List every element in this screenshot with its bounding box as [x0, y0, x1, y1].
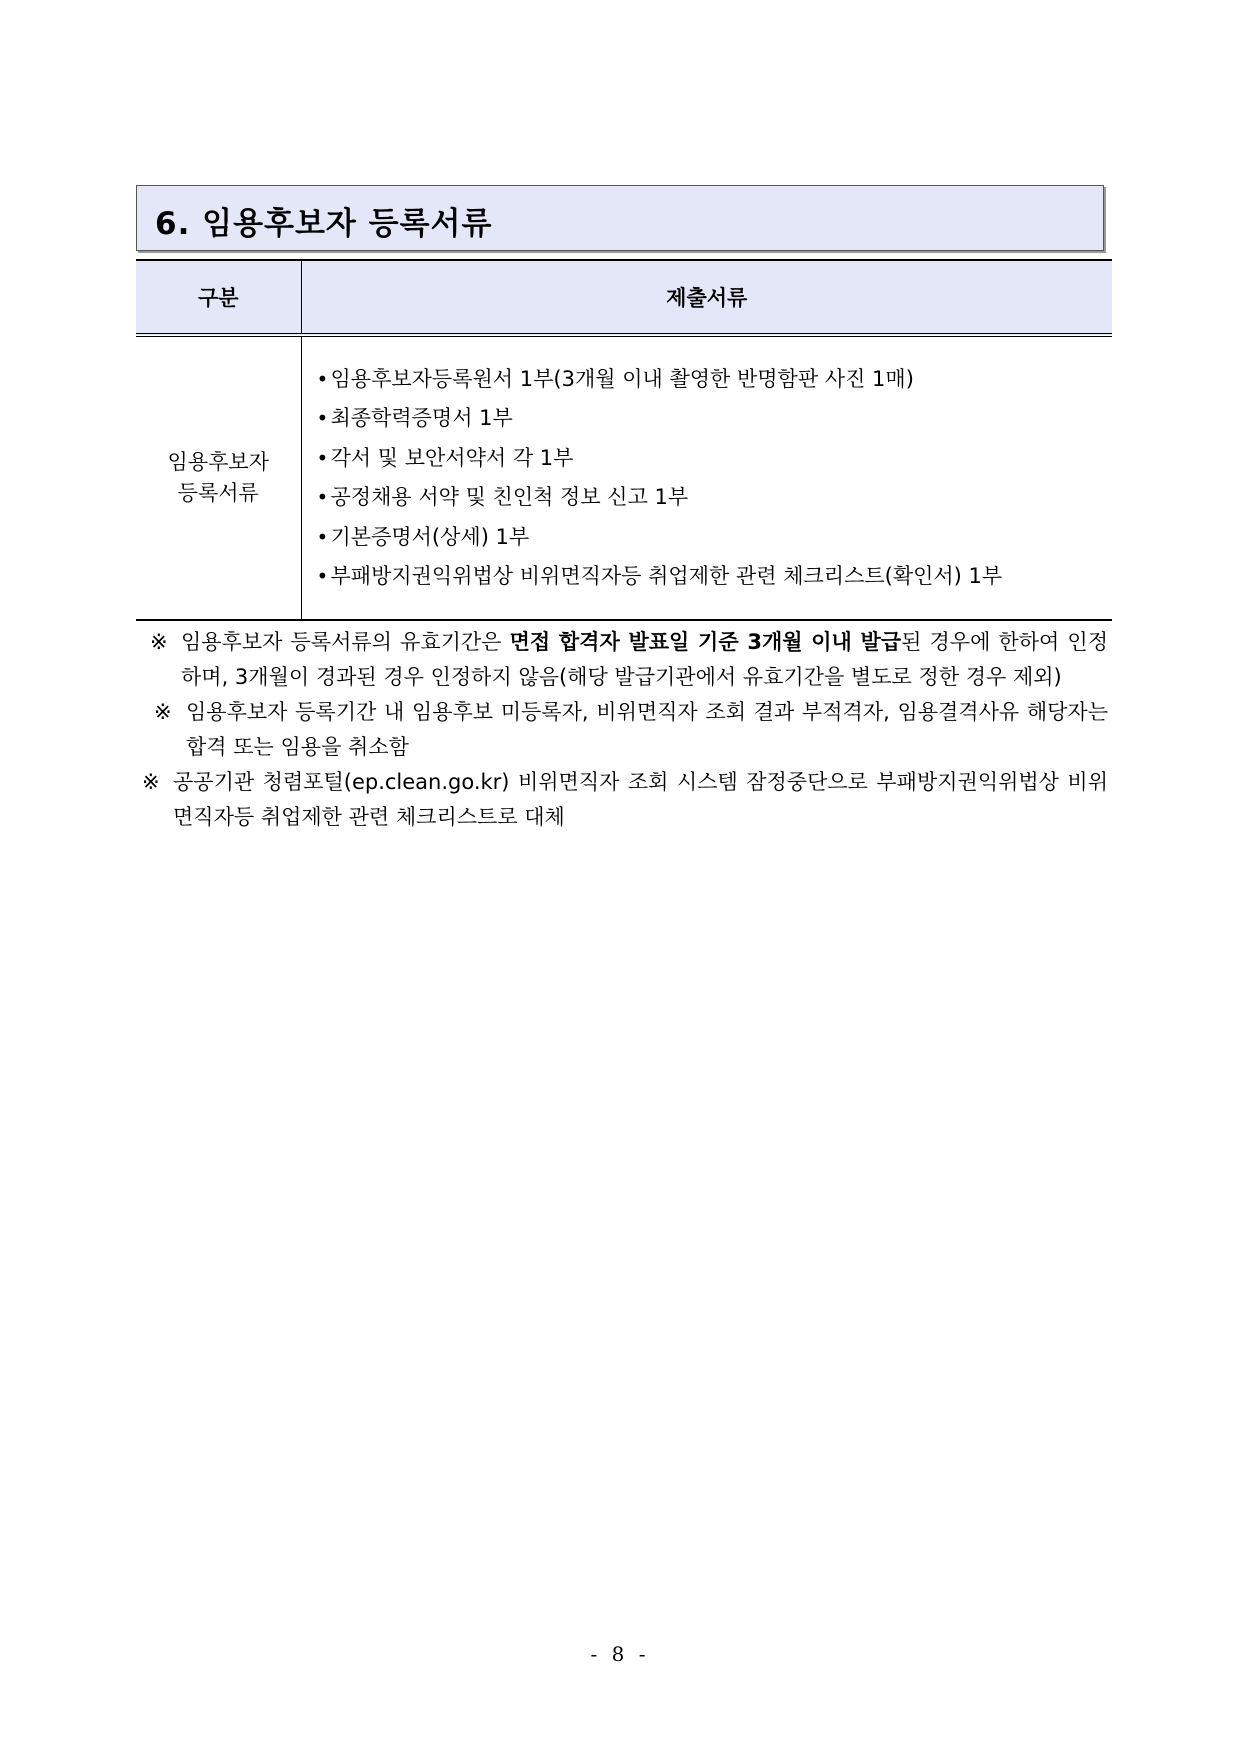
documents-table — [136, 259, 1112, 621]
note-checklist — [136, 765, 1108, 835]
bullet-icon: • — [316, 485, 329, 509]
page-number: - 8 - — [590, 1642, 650, 1666]
list-item — [317, 399, 1113, 439]
note-emphasis: 면접 합격자 발표일 기준 3개월 이내 발급 — [509, 630, 902, 654]
list-item-text: 기본증명서(상세) 1부 — [330, 524, 530, 549]
document-list — [302, 360, 1113, 597]
header-documents: 제출서류 — [301, 260, 1112, 335]
note-validity — [136, 625, 1108, 695]
bullet-icon: • — [316, 564, 329, 588]
note-text: 공공기관 청렴포털(ep.clean.go.kr) 비위면직자 조회 시스템 잠정중단으로 부패방지권익위법상 비위면직자등 취업제한 관련 체크리스트로 대체 — [173, 770, 1108, 829]
note-text: 임용후보자 등록기간 내 임용후보 미등록자, 비위면직자 조회 결과 부적격자, 임용결격사유 해당자는 합격 또는 임용을 취소함 — [186, 700, 1108, 759]
list-item — [317, 439, 1113, 479]
section-header — [136, 185, 1104, 251]
list-item-text: 공정채용 서약 및 친인척 정보 신고 1부 — [330, 485, 689, 509]
reference-mark-icon: ※ — [154, 700, 172, 724]
table-row — [136, 335, 1112, 620]
list-item — [317, 557, 1113, 597]
bullet-icon: • — [316, 445, 329, 470]
note-cancellation — [136, 695, 1108, 765]
list-item-text: 최종학력증명서 1부 — [330, 406, 513, 430]
reference-mark-icon: ※ — [142, 770, 160, 794]
category-line: 등록서류 — [177, 481, 259, 505]
reference-mark-icon: ※ — [150, 630, 168, 654]
list-item — [317, 478, 1113, 518]
list-item — [317, 518, 1113, 558]
bullet-icon: • — [316, 406, 329, 430]
list-item-text: 부패방지권익위법상 비위면직자등 취업제한 관련 체크리스트(확인서) 1부 — [330, 564, 1003, 588]
bullet-icon: • — [316, 366, 329, 391]
note-text: 임용후보자 등록서류의 유효기간은 — [181, 630, 510, 654]
list-item-text: 임용후보자등록원서 1부(3개월 이내 촬영한 반명함판 사진 1매) — [330, 366, 914, 391]
category-line: 임용후보자 — [167, 450, 269, 474]
notes — [136, 625, 1112, 835]
category-cell — [136, 335, 301, 620]
list-item-text: 각서 및 보안서약서 각 1부 — [330, 445, 574, 470]
section-title: 6. 임용후보자 등록서류 — [155, 206, 493, 242]
header-category: 구분 — [136, 260, 301, 335]
documents-cell — [301, 335, 1112, 620]
bullet-icon: • — [316, 524, 329, 549]
list-item — [317, 360, 1113, 400]
table-header-row — [136, 260, 1112, 335]
note-text: 된 경우에 한하여 인정하며, 3개월이 경과된 경우 인정하지 않음(해당 발급기관에서 유효기간을 별도로 정한 경우 제외) — [181, 630, 1108, 689]
